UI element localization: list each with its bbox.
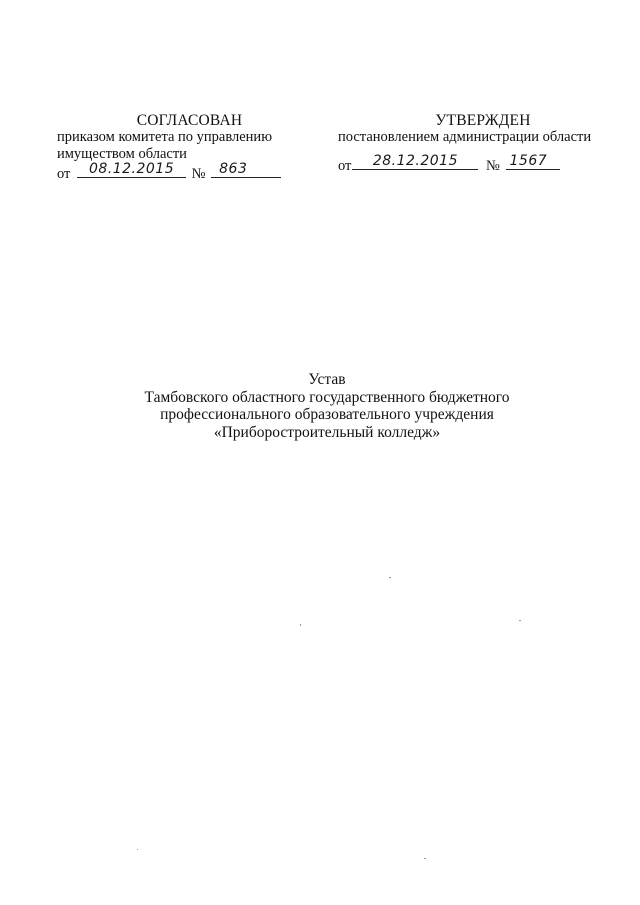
document-title bbox=[80, 371, 574, 441]
approval-left-date-value: 08.12.2015 bbox=[88, 161, 175, 177]
document-title-line3: профессионального образовательного учреждения bbox=[160, 406, 494, 423]
scan-speck bbox=[424, 858, 426, 859]
approval-right-date-prefix: от bbox=[338, 158, 352, 174]
approval-left-title: СОГЛАСОВАН bbox=[136, 112, 243, 129]
scan-speck bbox=[389, 577, 391, 578]
approval-block-left bbox=[57, 112, 297, 183]
approval-right-line1: постановлением администрации области bbox=[338, 129, 592, 145]
approval-left-line2: имуществом области bbox=[57, 146, 187, 162]
scan-speck bbox=[519, 620, 521, 621]
approval-right-number-field bbox=[506, 155, 560, 170]
approval-left-date-prefix: от bbox=[57, 166, 71, 182]
approval-left-number-value: 863 bbox=[219, 161, 248, 177]
scan-speck bbox=[300, 624, 301, 626]
approval-left-number-prefix: № bbox=[191, 166, 206, 182]
scan-speck bbox=[137, 849, 138, 850]
document-title-line1: Устав bbox=[308, 371, 346, 388]
approval-right-date-value: 28.12.2015 bbox=[372, 153, 458, 169]
approval-left-date-field bbox=[77, 163, 186, 178]
approval-left-date-row bbox=[57, 163, 297, 183]
approval-right-number-value: 1567 bbox=[509, 153, 548, 169]
approval-block-right bbox=[338, 112, 608, 175]
approval-left-line1: приказом комитета по управлению bbox=[57, 129, 273, 145]
approval-right-title: УТВЕРЖДЕН bbox=[435, 112, 531, 129]
approval-right-number-prefix: № bbox=[486, 158, 500, 174]
approval-right-date-field bbox=[352, 155, 478, 170]
document-title-line2: Тамбовского областного государственного бюджетного bbox=[144, 388, 510, 406]
approval-left-number-field bbox=[211, 163, 281, 178]
approval-right-date-row bbox=[338, 155, 608, 175]
document-title-line4: «Приборостроительный колледж» bbox=[213, 423, 441, 441]
